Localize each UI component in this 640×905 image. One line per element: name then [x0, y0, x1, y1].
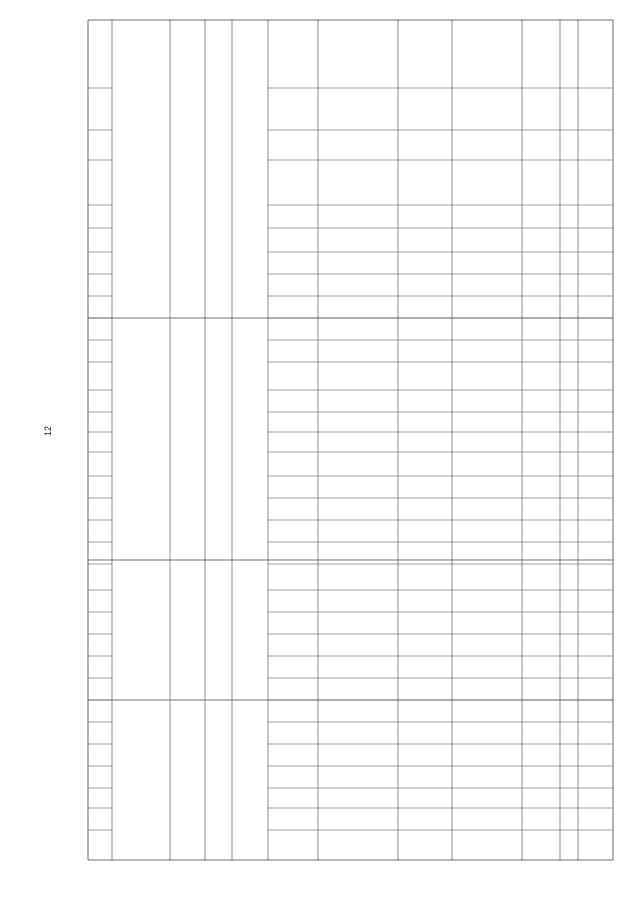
table-grid — [88, 20, 613, 860]
